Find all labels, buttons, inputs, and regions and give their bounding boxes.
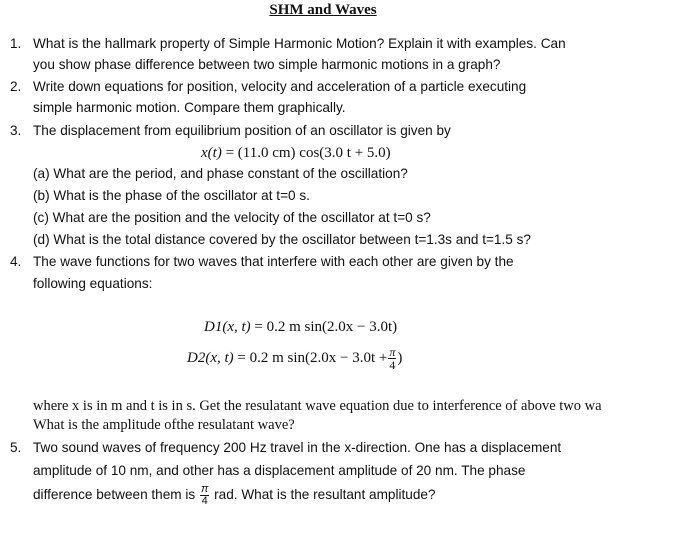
equation-lhs: D1(x, t): [204, 319, 251, 335]
equation-close: ): [397, 349, 403, 366]
page-title: SHM and Waves: [269, 2, 377, 18]
fraction-numerator: π: [389, 345, 396, 359]
pi-over-4-fraction: [388, 346, 396, 371]
question-number: 2.: [10, 79, 22, 94]
wave-equation-1: [204, 318, 397, 336]
oscillator-equation: [201, 144, 391, 162]
question-number: 1.: [10, 36, 22, 51]
equation-lhs: D2(x, t): [187, 349, 234, 366]
question-number: 3.: [10, 123, 22, 138]
pi-over-4-fraction: [200, 484, 209, 507]
question-text-line: Two sound waves of frequency 200 Hz travel in the x-direction. One has a displacement: [33, 440, 562, 455]
fraction-denominator: 4: [201, 495, 208, 507]
sub-question: (c) What are the position and the velocity of the oscillator at t=0 s?: [33, 210, 431, 225]
question-text-line: amplitude of 10 nm, and other has a displacement amplitude of 20 nm. The phase: [33, 463, 526, 478]
question-text-line: simple harmonic motion. Compare them graphically.: [33, 100, 346, 115]
question-number: 4.: [10, 254, 22, 269]
equation-rhs: = 0.2 m sin(2.0x − 3.0t +: [237, 349, 388, 366]
sub-question: (d) What is the total distance covered by the oscillator between t=1.3s and t=1.5 s?: [33, 232, 531, 247]
sub-question: (b) What is the phase of the oscillator at t=0 s.: [33, 188, 310, 203]
question-text-line: following equations:: [33, 276, 153, 291]
question-text-line: you show phase difference between two simple harmonic motions in a graph?: [33, 57, 501, 72]
question-text-line: Write down equations for position, velocity and acceleration of a particle executing: [33, 79, 527, 94]
fraction-numerator: π: [201, 483, 209, 495]
question-text-line: [33, 484, 436, 507]
equation-rhs: = (11.0 cm) cos(3.0 t + 5.0): [225, 145, 391, 161]
question-text-line: where x is in m and t is in s. Get the resulatant wave equation due to interference of above two wa: [33, 398, 602, 414]
equation-rhs: = 0.2 m sin(2.0x − 3.0t): [254, 319, 398, 335]
question-number: 5.: [10, 440, 22, 455]
fraction-denominator: 4: [389, 358, 396, 372]
question-text-line: The wave functions for two waves that interfere with each other are given by the: [33, 254, 514, 269]
question-text-line: What is the hallmark property of Simple Harmonic Motion? Explain it with examples. Can: [33, 36, 566, 51]
equation-lhs: x(t): [201, 145, 222, 161]
question-text-line: The displacement from equilibrium position of an oscillator is given by: [33, 123, 451, 138]
wave-equation-2: [187, 346, 402, 371]
sub-question: (a) What are the period, and phase constant of the oscillation?: [33, 166, 408, 181]
question-text-line: What is the amplitude ofthe resulatant wave?: [33, 417, 295, 433]
text-before-fraction: difference between them is: [33, 487, 196, 503]
text-after-fraction: rad. What is the resultant amplitude?: [214, 487, 436, 503]
